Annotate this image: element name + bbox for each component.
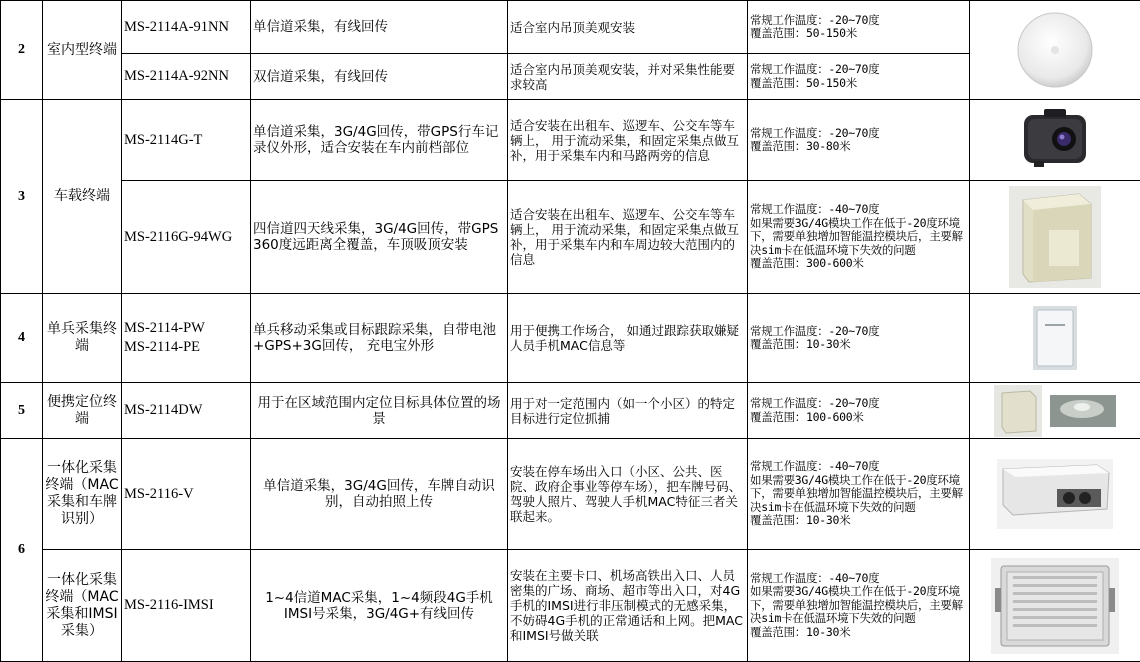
model-name: MS-2116-V bbox=[124, 485, 194, 502]
spec-line: 覆盖范围：30-80米 bbox=[750, 139, 851, 153]
scene-cell: 适合安装在出租车、巡逻车、公交车等车辆上， 用于流动采集，和固定采集点做互补，用于采集车内和马路两旁的信息 bbox=[508, 100, 748, 181]
table-row bbox=[1, 1, 1140, 54]
spec-line: 覆盖范围：300-600米 bbox=[750, 256, 864, 271]
function-cell: 1~4信道MAC采集，1~4频段4G手机IMSI号采集，3G/4G+有线回传 bbox=[251, 550, 508, 662]
table-row bbox=[1, 294, 1140, 383]
product-image-roof-unit bbox=[970, 181, 1140, 294]
model-cell bbox=[122, 383, 251, 439]
function-cell: 单兵移动采集或目标跟踪采集，自带电池+GPS+3G回传， 充电宝外形 bbox=[251, 294, 508, 383]
function-cell: 双信道采集，有线回传 bbox=[251, 54, 508, 100]
row-number: 4 bbox=[1, 294, 43, 383]
terminal-type: 一体化采集终端（MAC采集和车牌识别） bbox=[43, 439, 122, 550]
spec-line: 常规工作温度：-20~70度 bbox=[750, 396, 880, 410]
spec-line: 覆盖范围：50-150米 bbox=[750, 26, 857, 40]
spec-line: 覆盖范围：50-150米 bbox=[750, 75, 857, 90]
row-number: 6 bbox=[1, 439, 43, 662]
table-row bbox=[1, 54, 1140, 100]
model-cell bbox=[122, 294, 251, 383]
model-name: MS-2114A-92NN bbox=[124, 68, 229, 84]
spec-cell bbox=[748, 550, 970, 662]
scene-cell: 安装在停车场出入口（小区、公共、医院、政府企事业等停车场），把车牌号码、驾驶人照片、驾驶人手机MAC特征三者关联起来。 bbox=[508, 439, 748, 550]
function-cell: 单信道采集，3G/4G回传，车牌自动识别，自动拍照上传 bbox=[251, 439, 508, 550]
spec-cell bbox=[748, 181, 970, 294]
model-name: MS-2114-PW bbox=[124, 320, 205, 336]
spec-line: 常规工作温度：-40~70度 bbox=[750, 202, 880, 217]
product-image-camera-housing bbox=[970, 439, 1140, 550]
function-cell bbox=[251, 181, 508, 294]
scene-cell: 用于对一定范围内（如一个小区）的特定目标进行定位抓捕 bbox=[508, 383, 748, 439]
scene-cell: 适合室内吊顶美观安装 bbox=[508, 1, 748, 54]
spec-cell bbox=[748, 54, 970, 100]
function-line: 360度远距离全覆盖，车顶吸顶安装 bbox=[253, 237, 468, 253]
row-number: 3 bbox=[1, 100, 43, 294]
model-cell bbox=[122, 550, 251, 662]
model-name: MS-2114G-T bbox=[124, 131, 203, 148]
spec-cell bbox=[748, 294, 970, 383]
row-number: 5 bbox=[1, 383, 43, 439]
spec-cell bbox=[748, 100, 970, 181]
row-number: 2 bbox=[1, 1, 43, 100]
product-image-imsi-box bbox=[970, 550, 1140, 662]
spec-line: 常规工作温度：-20~70度 bbox=[750, 125, 880, 140]
model-name: MS-2116G-94WG bbox=[124, 228, 233, 245]
terminal-type: 室内型终端 bbox=[43, 1, 122, 100]
table-row bbox=[1, 181, 1140, 294]
spec-line: 常规工作温度：-20~70度 bbox=[750, 62, 880, 76]
function-line: 四信道四天线采集，3G/4G回传，带GPS bbox=[253, 221, 499, 237]
product-image-dashcam bbox=[970, 100, 1140, 181]
spec-cell bbox=[748, 439, 970, 550]
spec-line: 如果需要3G/4G模块工作在低于-20度环境下，需要单独增加智能温控模块后，主要解决sim卡在低温环境下失效的问题 bbox=[750, 472, 963, 514]
scene-cell: 适合室内吊顶美观安装，并对采集性能要求较高 bbox=[508, 54, 748, 100]
model-cell bbox=[122, 100, 251, 181]
terminal-type: 便携定位终端 bbox=[43, 383, 122, 439]
product-image-ceiling-ap bbox=[970, 1, 1140, 100]
spec-line: 覆盖范围：10-30米 bbox=[750, 513, 851, 528]
model-cell bbox=[122, 54, 251, 100]
model-name: MS-2114A-91NN bbox=[124, 18, 229, 35]
table-row bbox=[1, 383, 1140, 439]
scene-cell: 用于便携工作场合， 如通过跟踪获取嫌疑人员手机MAC信息等 bbox=[508, 294, 748, 383]
spec-line: 常规工作温度：-20~70度 bbox=[750, 12, 880, 27]
terminal-type: 一体化采集终端（MAC采集和IMSI采集） bbox=[43, 550, 122, 662]
spec-line: 常规工作温度：-40~70度 bbox=[750, 459, 880, 474]
terminal-type: 单兵采集终端 bbox=[43, 294, 122, 383]
spec-line: 常规工作温度：-20~70度 bbox=[750, 323, 880, 338]
product-image-locator bbox=[970, 383, 1140, 439]
model-cell bbox=[122, 439, 251, 550]
function-cell: 用于在区域范围内定位目标具体位置的场景 bbox=[251, 383, 508, 439]
spec-line: 如果需要3G/4G模块工作在低于-20度环境下，需要单独增加智能温控模块后，主要解决sim卡在低温环境下失效的问题 bbox=[750, 215, 963, 257]
model-cell bbox=[122, 181, 251, 294]
table-row bbox=[1, 550, 1140, 662]
function-cell: 单信道采集，3G/4G回传，带GPS行车记录仪外形，适合安装在车内前档部位 bbox=[251, 100, 508, 181]
scene-cell: 适合安装在出租车、巡逻车、公交车等车辆上， 用于流动采集，和固定采集点做互补，用于采集车内和车周边较大范围内的信息 bbox=[508, 181, 748, 294]
scene-cell: 安装在主要卡口、机场高铁出入口、人员密集的广场、商场、超市等出入口，对4G手机的IMSI进行非压制模式的无感采集，不妨碍4G手机的正常通话和上网。把MAC和IMSI号做关联 bbox=[508, 550, 748, 662]
model-cell bbox=[122, 1, 251, 54]
model-name: MS-2114DW bbox=[124, 402, 203, 418]
spec-line: 覆盖范围：100-600米 bbox=[750, 409, 864, 424]
model-name: MS-2114-PE bbox=[124, 339, 200, 355]
table-row bbox=[1, 100, 1140, 181]
terminal-type: 车载终端 bbox=[43, 100, 122, 294]
table-row bbox=[1, 439, 1140, 550]
model-name: MS-2116-IMSI bbox=[124, 597, 214, 613]
spec-line: 覆盖范围：10-30米 bbox=[750, 337, 851, 351]
spec-line: 覆盖范围：10-30米 bbox=[750, 624, 851, 639]
function-cell: 单信道采集，有线回传 bbox=[251, 1, 508, 54]
spec-line: 如果需要3G/4G模块工作在低于-20度环境下，需要单独增加智能温控模块后，主要解决sim卡在低温环境下失效的问题 bbox=[750, 584, 963, 626]
spec-cell bbox=[748, 1, 970, 54]
spec-line: 常规工作温度：-40~70度 bbox=[750, 570, 880, 585]
product-image-powerbank bbox=[970, 294, 1140, 383]
spec-cell bbox=[748, 383, 970, 439]
